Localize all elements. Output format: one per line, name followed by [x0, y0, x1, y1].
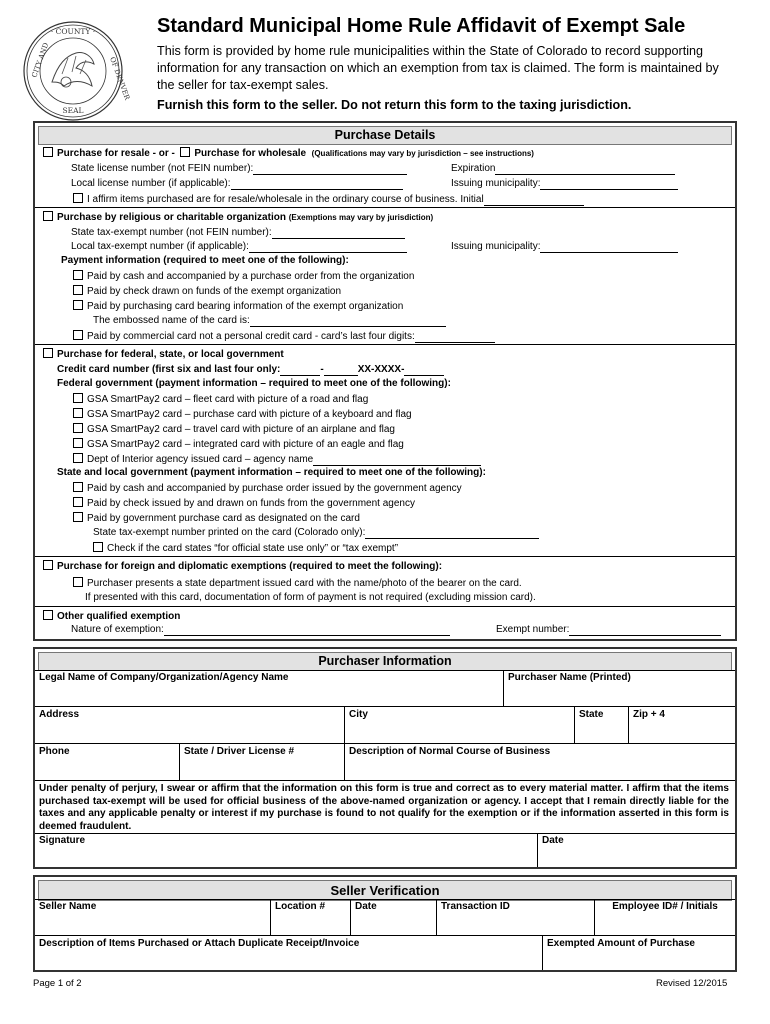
furnish-instruction: Furnish this form to the seller. Do not return this form to the taxing jurisdiction. — [157, 98, 632, 112]
affirm-resale-checkbox[interactable] — [73, 193, 83, 203]
signature-field[interactable]: Signature — [35, 833, 538, 867]
credit-card-last-field[interactable] — [404, 365, 444, 376]
phone-field[interactable]: Phone — [35, 744, 180, 781]
intro-line-3: the seller for tax-exempt sales. — [157, 78, 329, 92]
city-seal-logo — [22, 20, 132, 122]
seller-date-field[interactable]: Date — [351, 899, 437, 936]
religious-row: Purchase by religious or charitable organization (Exemptions may vary by jurisdiction) — [43, 211, 433, 224]
exempt-number-field[interactable] — [569, 625, 721, 636]
religious-checkbox[interactable] — [43, 211, 53, 221]
gsa-purchase-checkbox[interactable] — [73, 408, 83, 418]
credit-card-mid-field[interactable] — [324, 365, 358, 376]
svg-text:· COUNTY ·: · COUNTY · — [50, 27, 96, 36]
state-license-field[interactable] — [253, 164, 407, 175]
exempt-number-label: Exempt number: — [496, 624, 570, 635]
religious-issuing-field[interactable] — [540, 242, 678, 253]
foreign-note: If presented with this card, documentation of form of payment is not required (excluding mission card). — [85, 592, 536, 603]
divider — [35, 344, 735, 345]
embossed-name-label: The embossed name of the card is: — [93, 315, 250, 326]
intro-line-2: information for any transaction on which an exemption from tax is claimed. The form is maintained by — [157, 61, 719, 75]
purchaser-date-field[interactable]: Date — [542, 835, 564, 846]
gsa-travel-checkbox[interactable] — [73, 423, 83, 433]
transaction-id-field[interactable]: Transaction ID — [437, 899, 595, 936]
other-exemption-checkbox[interactable] — [43, 610, 53, 620]
divider — [35, 556, 735, 557]
seller-verification-section — [33, 875, 737, 972]
penalty-statement: Under penalty of perjury, I swear or affirm that the information on this form is true and correct as to every material matter. I affirm that the items purchased tax-exempt will be used for official business of the above-named organization or agency. I accept that I remain directly liable for the taxes and any applicable penalty or interest if my purchase is found to not qualify for the exemption or if the information asserted in this form is deemed fraudulent. — [39, 783, 729, 832]
issuing-municipality-label: Issuing municipality: — [451, 178, 541, 189]
resale-row: Purchase for resale - or - Purchase for wholesale (Qualifications may vary by jurisdiction – see instructions) — [43, 147, 534, 160]
expiration-label: Expiration — [451, 163, 496, 174]
commercial-card-checkbox[interactable] — [73, 330, 83, 340]
paid-purchasing-card-checkbox[interactable] — [73, 300, 83, 310]
svg-text:CITY AND: CITY AND — [30, 41, 51, 79]
gov-purchase-card-checkbox[interactable] — [73, 512, 83, 522]
business-description-field[interactable]: Description of Normal Course of Business — [345, 744, 735, 781]
purchase-details-section: Purchase Details Purchase for resale - or - Purchase for wholesale (Qualifications may vary by jurisdiction – see instructions) State license number (not FEIN number): Expiration Local license number (if applicable): Issuing municipality: I affirm items purchased are for resale/wholesale in the ordinary course of business. Initial Purchase by religious or charitable organization (Exemptions may vary by jurisdiction) State tax-exempt number (not FEIN number): Local tax-exempt number (if applicable): Issuing municipality: Payment information (required to meet one of the following): Paid by cash and accompanied by a purchase order from the organization Paid by check drawn on funds of the exempt organization Paid by purchasing card bearing information of the exempt organization The embossed name of the card is: Paid by commercial card not a personal credit card - card’s last four digits: Purchase for federal, state, or local government Credit card number (first six and last four only: - XX-XXXX- Federal government (payment information – required to meet one of the following): GSA SmartPay2 card – fleet card with picture of a road and flag GSA SmartPay2 card – purchase card with picture of a keyboard and flag GSA SmartPay2 card – travel card with picture of an airplane and flag GSA SmartPay2 card – integrated card with picture of an eagle and flag Dept of Interior agency issued card – agency name State and local government (payment information – required to meet one of the following): Paid by cash and accompanied by purchase order issued by the government agency Paid by check issued by and drawn on funds from the government agency Paid by government purchase card as designated on the card State tax-exempt number printed on the card (Colorado only): Check if the card states “for official state use only” or “tax exempt” Purchase for foreign and diplomatic exemptions (required to meet the following): Purchaser presents a state department issued card with the name/photo of the bearer on the card. If presented with this card, documentation of form of payment is not required (excluding mission card). Other qualified exemption Nature of exemption: Exempt number: — [33, 121, 737, 641]
agency-name-field[interactable] — [313, 455, 481, 466]
state-dept-card-checkbox[interactable] — [73, 577, 83, 587]
federal-heading: Federal government (payment information – required to meet one of the following): — [57, 378, 451, 389]
expiration-field[interactable] — [495, 164, 675, 175]
divider — [35, 207, 735, 208]
government-checkbox[interactable] — [43, 348, 53, 358]
credit-card-label: Credit card number (first six and last four only: — [57, 364, 281, 375]
form-title: Standard Municipal Home Rule Affidavit of Exempt Sale — [157, 15, 686, 37]
location-field[interactable]: Location # — [271, 899, 351, 936]
revision-date: Revised 12/2015 — [656, 978, 728, 989]
city-field[interactable]: City — [345, 707, 575, 744]
seller-verification-heading: Seller Verification — [38, 880, 732, 901]
issuing-municipality-field[interactable] — [540, 179, 678, 190]
payment-info-heading: Payment information (required to meet one of the following): — [61, 255, 349, 266]
items-description-field[interactable]: Description of Items Purchased or Attach Duplicate Receipt/Invoice — [35, 936, 543, 970]
state-license-label: State license number (not FEIN number): — [71, 163, 254, 174]
gov-paid-check-checkbox[interactable] — [73, 497, 83, 507]
driver-license-field[interactable]: State / Driver License # — [180, 744, 345, 781]
government-row: Purchase for federal, state, or local government — [43, 348, 284, 361]
exempted-amount-field[interactable]: Exempted Amount of Purchase — [547, 938, 695, 949]
intro-line-1: This form is provided by home rule municipalities within the State of Colorado to record supporting — [157, 44, 703, 58]
purchaser-name-field[interactable]: Purchaser Name (Printed) — [504, 670, 735, 707]
credit-card-first-field[interactable] — [280, 365, 320, 376]
nature-field[interactable] — [164, 625, 450, 636]
state-local-heading: State and local government (payment information – required to meet one of the following): — [57, 467, 486, 478]
card-number-label: State tax-exempt number printed on the card (Colorado only): — [93, 527, 366, 538]
foreign-row: Purchase for foreign and diplomatic exemptions (required to meet the following): — [43, 560, 442, 573]
zip-field[interactable]: Zip + 4 — [629, 707, 735, 744]
purchase-details-heading: Purchase Details — [38, 126, 732, 145]
interior-card-checkbox[interactable] — [73, 453, 83, 463]
resale-checkbox[interactable] — [43, 147, 53, 157]
foreign-checkbox[interactable] — [43, 560, 53, 570]
divider — [35, 606, 735, 607]
paid-check-checkbox[interactable] — [73, 285, 83, 295]
employee-id-field[interactable]: Employee ID# / Initials — [595, 899, 735, 936]
local-exempt-field[interactable] — [249, 242, 407, 253]
nature-label: Nature of exemption: — [71, 624, 164, 635]
paid-cash-po-checkbox[interactable] — [73, 270, 83, 280]
svg-text:OF DENVER: OF DENVER — [108, 55, 132, 102]
other-row: Other qualified exemption — [43, 610, 180, 623]
state-exempt-label: State tax-exempt number (not FEIN number): — [71, 227, 272, 238]
legal-name-field[interactable]: Legal Name of Company/Organization/Agency Name — [35, 670, 504, 707]
gov-paid-cash-checkbox[interactable] — [73, 482, 83, 492]
page-number: Page 1 of 2 — [33, 978, 82, 989]
card-last-four-field[interactable] — [415, 332, 495, 343]
local-license-label: Local license number (if applicable): — [71, 178, 231, 189]
purchaser-info-heading: Purchaser Information — [38, 652, 732, 671]
official-use-checkbox[interactable] — [93, 542, 103, 552]
card-number-field[interactable] — [365, 528, 539, 539]
religious-issuing-label: Issuing municipality: — [451, 241, 541, 252]
seller-name-field[interactable]: Seller Name — [35, 899, 271, 936]
local-license-field[interactable] — [231, 179, 403, 190]
local-exempt-label: Local tax-exempt number (if applicable): — [71, 241, 249, 252]
state-field[interactable]: State — [575, 707, 629, 744]
gsa-integrated-checkbox[interactable] — [73, 438, 83, 448]
wholesale-checkbox[interactable] — [180, 147, 190, 157]
initial-field[interactable] — [484, 195, 584, 206]
embossed-name-field[interactable] — [250, 316, 446, 327]
svg-text:SEAL: SEAL — [62, 106, 84, 115]
address-field[interactable]: Address — [35, 707, 345, 744]
purchaser-info-section — [33, 647, 737, 869]
state-exempt-field[interactable] — [272, 228, 405, 239]
affirm-resale-label: I affirm items purchased are for resale/wholesale in the ordinary course of business. Initial — [87, 194, 484, 205]
gsa-fleet-checkbox[interactable] — [73, 393, 83, 403]
